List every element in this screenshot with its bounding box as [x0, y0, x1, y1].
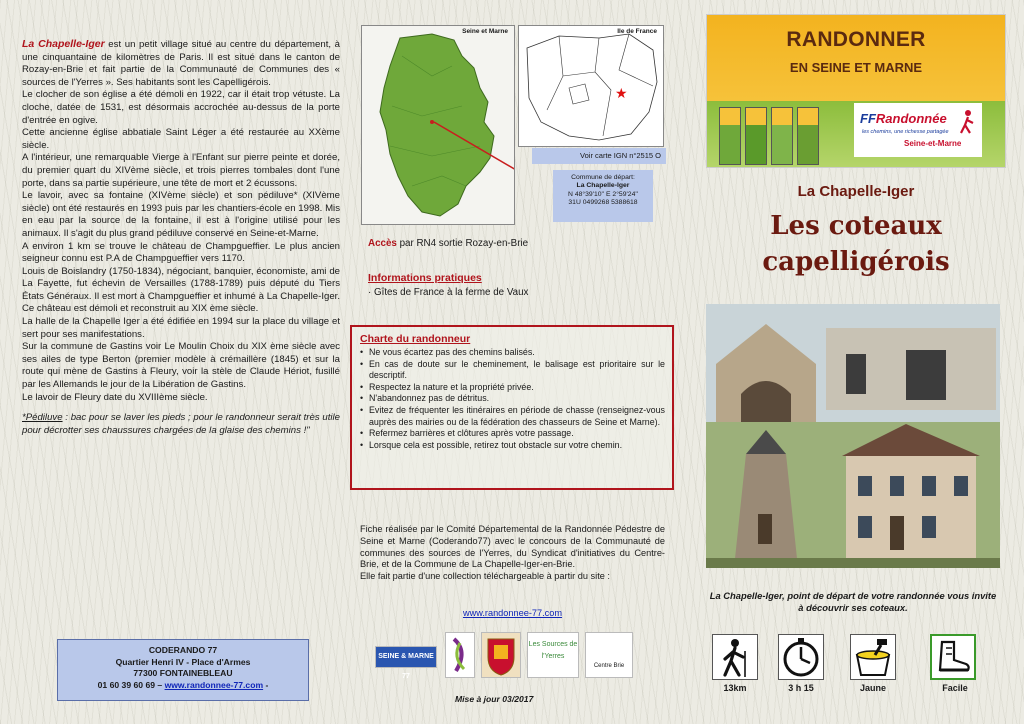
banner-subtitle: EN SEINE ET MARNE — [789, 60, 923, 75]
paragraph-halle: La halle de la Chapelle Iger a été édifiée en 1994 sur la place du village et sert pour ses manifestations. — [22, 316, 340, 340]
distance-label: 13km — [723, 683, 747, 693]
intro-paragraph: La Chapelle-Iger est un petit village situé au centre du département, à une cinquantaine de kilomètres de Paris. Il est situé dans le canton de Rozay-en-Brie et fait partie de la Communauté de Communes des « sources de l'Yerres ». Ses habitants sont les Capelligérois. — [22, 38, 340, 88]
guidebook-icon — [771, 107, 793, 165]
list-item: • Respectez la nature et la propriété privée. — [360, 382, 665, 394]
paragraph-chateau: A environ 1 km se trouve le château de Champgueffier. Le plus ancien seigneur connu est P.A de Champgueffier vers 1170. — [22, 240, 340, 265]
partner-logos — [375, 632, 645, 680]
departure-info-box: Commune de départ: La Chapelle-Iger N 48°39'10'' E 2°59'24'' 31U 0499268 5388618 — [553, 170, 653, 222]
hiker-charter-box: Charte du randonneur • Ne vous écartez pas des chemins balisés. • En cas de doute sur le cheminement, le balisage est prioritaire sur le descriptif. • Respectez la nature et la propriété privée. • N'abandonnez pas de détritus. • Evitez de fréquenter les itinéraires en période de chasse (renseignez-vous auprès des mairies ou de la fédération des chasseurs de Seine et Marne). • Refermez barrières et clôtures après votre passage. • Lorsque cela est possible, retirez tout obstacle sur votre chemin. — [350, 325, 674, 490]
access-info: Accès par RN4 sortie Rozay-en-Brie — [368, 238, 529, 249]
charter-list — [360, 347, 665, 451]
village-buildings-icon — [706, 304, 1000, 568]
paragraph-gastins: Sur la commune de Gastins voir Le Moulin Choix du XIX ème siècle avec ses ailes de type Berton (premier modèle à crémaillère (1845) et sur la route qui mène de Gastins à Fleury, voir la stèle de Claude Hériot, fusillé par les Allemands le jour de la Libération de Gastins. — [22, 341, 340, 391]
place-subtitle: La Chapelle-Iger — [797, 183, 915, 200]
list-item: • Lorsque cela est possible, retirez tout obstacle sur votre chemin. — [360, 440, 665, 452]
page-title: Les coteaux capelligérois — [762, 211, 950, 277]
address-website-link[interactable]: www.randonnee-77.com — [164, 679, 264, 690]
banner-title: RANDONNER — [786, 28, 926, 51]
trail-mark-label: Jaune — [859, 683, 886, 693]
seine-et-marne-logo: SEINE & MARNE 77 — [375, 646, 437, 668]
difficulty-label: Facile — [942, 683, 968, 693]
community-logo — [445, 632, 475, 678]
village-coat-of-arms-icon — [481, 632, 521, 678]
paint-pot-icon — [850, 634, 896, 680]
guidebook-icon — [719, 107, 741, 165]
department-map-icon — [362, 26, 514, 224]
stopwatch-icon — [778, 634, 824, 680]
duration-label: 3 h 15 — [788, 683, 814, 693]
list-item: • N'abandonnez pas de détritus. — [360, 393, 665, 405]
list-item: • Ne vous écartez pas des chemins balisés. — [360, 347, 665, 359]
sources-yerres-logo: Les Sources de l'Yerres — [527, 632, 579, 678]
list-item: • Evitez de fréquenter les itinéraires en période de chasse (renseignez-vous auprès des mairies ou de la fédération des chasseurs de Seine et Marne). — [360, 405, 665, 428]
paragraph-interieur: A l'intérieur, une remarquable Vierge à l'Enfant sur pierre peinte et dorée, du premier quart du XIVème siècle, et trois pierres tombales dont l'une porte, dans sa partie supérieure, une tête de mort et 2 écussons. — [22, 152, 340, 189]
paragraph-eglise: Cette ancienne église abbatiale Saint Léger a été restaurée au XXème siècle. — [22, 127, 340, 151]
ign-map-reference: Voir carte IGN n°2515 O — [532, 148, 666, 164]
svg-text:★: ★ — [615, 85, 628, 101]
paragraph-lavoir: Le lavoir, avec sa fontaine (XIVème siècle) et son pédiluve* (XIVème siècle) ont été restaurés en 1993 puis par les chantiers-école en 1998. Mis en eau par la source de la fontaine, il est à l'origine utilisé pour les animaux. Il s'agit du plus grand pédiluve conservé en Seine-et-Marne. — [22, 190, 340, 239]
paragraph-boislandry: Louis de Boislandry (1750-1834), négociant, banquier, économiste, ami de La Fayette, fut échevin de Versailles (1788-1789) puis député du Tiers États Généraux. Il est mort à Champgueffier et inhumé à La Chapelle-Iger. Ce château est démoli et reconstruit au XIX ème siècle. — [22, 265, 340, 315]
practical-info: Informations pratiques · Gîtes de France à la ferme de Vaux — [368, 272, 529, 298]
update-date: Mise à jour 03/2017 — [455, 694, 534, 704]
list-item: • Refermez barrières et clôtures après votre passage. — [360, 428, 665, 440]
place-name-highlight: La Chapelle-Iger — [22, 38, 105, 50]
guidebook-icon — [797, 107, 819, 165]
centre-brie-logo: Centre Brie — [585, 632, 633, 678]
collection-banner — [706, 14, 1006, 168]
history-text-column — [22, 38, 340, 437]
guidebook-icon — [745, 107, 767, 165]
hiker-logo-icon — [958, 109, 976, 135]
address-box: CODERANDO 77 Quartier Henri IV - Place d'Armes 77300 FONTAINEBLEAU 01 60 39 60 69 – www.randonnee-77.com - — [57, 639, 309, 701]
credits-text: Fiche réalisée par le Comité Départemental de la Randonnée Pédestre de Seine et Marne (Coderando77) avec le concours de la Communauté de communes des sources de l'Yerres, du Syndicat d'initiatives du Centre-Brie, et de la Commune de La Chapelle-Iger-en-Brie. Elle fait partie d'une collection téléchargeable à partir du site : — [360, 524, 665, 582]
paragraph-clocher: Le clocher de son église a été démoli en 1922, car il était trop vétuste. La cloche, datée de 1531, est désormais accrochée au-dessus de la porte d'entrée en ogive. — [22, 89, 340, 126]
collection-website-link[interactable]: www.randonnee-77.com — [462, 608, 563, 618]
paragraph-fleury: Le lavoir de Fleury date du XVIIIème siècle. — [22, 391, 208, 403]
ffrandonnee-logo: FFRandonnée les chemins, une richesse partagée Seine-et-Marne — [854, 103, 982, 157]
village-photo-collage — [706, 304, 1000, 568]
region-map-icon — [519, 26, 663, 146]
photo-caption: La Chapelle-Iger, point de départ de votre randonnée vous invite à découvrir ses coteaux. — [709, 590, 997, 613]
boot-difficulty-icon — [930, 634, 976, 680]
list-item: • En cas de doute sur le cheminement, le balisage est prioritaire sur le descriptif. — [360, 359, 665, 382]
hiker-distance-icon — [712, 634, 758, 680]
seine-et-marne-map: Seine et Marne — [361, 25, 515, 225]
ile-de-france-map: Ile de France ★ — [518, 25, 664, 147]
collection-link-row — [360, 608, 665, 618]
footnote-pediluve: *Pédiluve : bac pour se laver les pieds ; pour le randonneur serait très utile pour décrotter ses chaussures chargées de la glaise des chemins !" — [22, 412, 340, 436]
